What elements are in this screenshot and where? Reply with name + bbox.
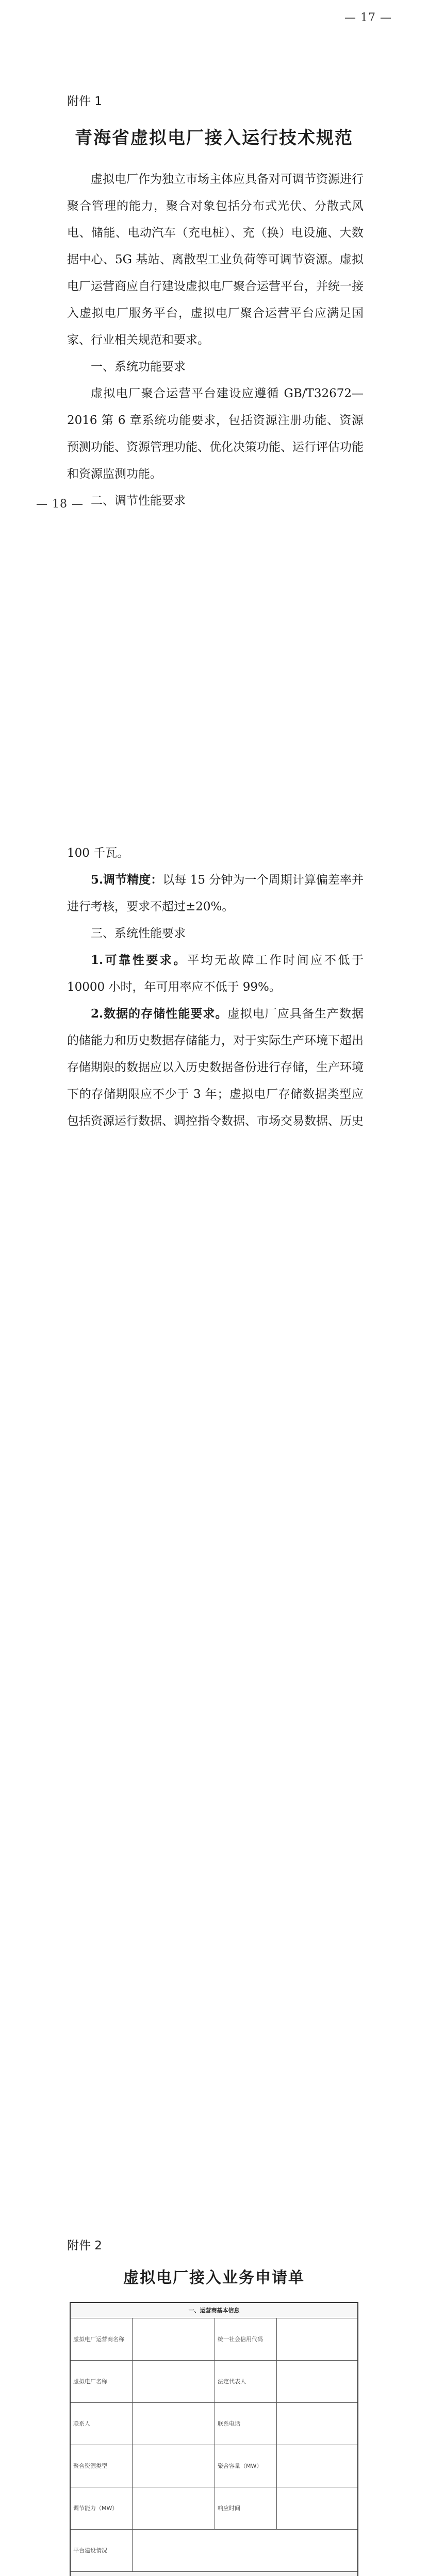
list-item: [67, 867, 364, 920]
form-value-field[interactable]: [133, 2403, 215, 2445]
page-20: [0, 1700, 428, 2226]
form-row: [71, 2403, 357, 2445]
form-value-field[interactable]: [277, 2403, 357, 2445]
form-value-field[interactable]: [277, 2361, 357, 2402]
page-number: — 17 —: [344, 11, 392, 24]
page-21: [0, 2226, 428, 2576]
form-row: [71, 2530, 357, 2572]
form-label: 联系人: [71, 2403, 133, 2445]
page-number: — 18 —: [36, 498, 84, 511]
item-label: 2.数据的存储性能要求。: [91, 1007, 228, 1021]
paragraph: 虚拟电厂聚合运营平台建设应遵循 GB/T32672—2016 第 6 章系统功能要求，包括资源注册功能、资源预测功能、资源管理功能、优化决策功能、运行评估功能和资源监测功能。: [67, 387, 364, 481]
intro-paragraph: 虚拟电厂作为独立市场主体应具备对可调节资源进行聚合管理的能力，聚合对象包括分布式光伏、分散式风电、储能、电动汽车（充电桩）、充（换）电设施、大数据中心、5G 基站、离散型工业负荷等可调节资源。虚拟电厂运营商应自行建设虚拟电厂聚合运营平台，并统一接入虚拟电厂服务平台，虚拟电厂聚合运营平台应满足国家、行业相关规范和要求。: [67, 173, 364, 347]
form-label: 聚合容量（MW）: [215, 2445, 277, 2487]
document-title: 青海省虚拟电厂接入运行技术规范: [75, 128, 353, 148]
item-label: 1.可靠性要求。: [91, 953, 188, 967]
paragraph: [67, 947, 364, 1001]
annex-label: 附件 1: [67, 95, 102, 108]
form-label: 虚拟电厂运营商名称: [71, 2318, 133, 2360]
form-value-field[interactable]: [133, 2487, 215, 2529]
form-row: [71, 2445, 357, 2487]
form-label: 法定代表人: [215, 2361, 277, 2402]
item-label: 5.调节精度：: [91, 873, 163, 887]
section-heading: 一、系统功能要求: [91, 360, 186, 374]
form-section-header: [71, 2303, 357, 2318]
form-value-field[interactable]: [277, 2445, 357, 2487]
paragraph: 100 千瓦。: [67, 846, 129, 860]
form-value-field[interactable]: [133, 2361, 215, 2402]
form-title: 虚拟电厂接入业务申请单: [123, 2269, 305, 2287]
form-row: [71, 2361, 357, 2403]
section-heading: 三、系统性能要求: [91, 927, 186, 940]
form-label: 聚合资源类型: [71, 2445, 133, 2487]
form-label: 虚拟电厂名称: [71, 2361, 133, 2402]
form-value-field[interactable]: [277, 2487, 357, 2529]
form-value-field[interactable]: [133, 2530, 357, 2571]
form-row: [71, 2318, 357, 2361]
form-row: [71, 2487, 357, 2530]
form-label: 调节能力（MW）: [71, 2487, 133, 2529]
page-17: [0, 0, 428, 520]
page-19: [0, 1133, 428, 1700]
form-label: 平台建设情况: [71, 2530, 133, 2571]
item-text: 虚拟电厂应具备生产数据的储能力和历史数据存储能力，对于实际生产环境下超出存储期限的数据应以入历史数据备份进行存储，生产环境下的存储期限应不少于 3 年；虚拟电厂存储数据类型应包括资源运行数据、调控指令数据、市场交易数据、历史: [67, 1007, 364, 1128]
page-18: [0, 520, 428, 1133]
form-section-header: [71, 2572, 357, 2576]
form-label: 联系电话: [215, 2403, 277, 2445]
form-label: 统一社会信用代码: [215, 2318, 277, 2360]
item-text: 以每 15 分钟为一个周期计算偏差率并进行考核，要求不超过±20%。: [67, 873, 364, 913]
item-text: 平均无故障工作时间应不低于 10000 小时，年可用率应不低于 99%。: [67, 954, 364, 994]
form-value-field[interactable]: [277, 2318, 357, 2360]
form-label: 响应时间: [215, 2487, 277, 2529]
annex-label: 附件 2: [67, 2239, 102, 2252]
form-value-field[interactable]: [133, 2318, 215, 2360]
form-header-label: [71, 2572, 357, 2576]
section-heading: 二、调节性能要求: [91, 494, 186, 507]
form-value-field[interactable]: [133, 2445, 215, 2487]
application-form: [70, 2302, 358, 2576]
form-header-label: 一、运营商基本信息: [71, 2303, 357, 2318]
